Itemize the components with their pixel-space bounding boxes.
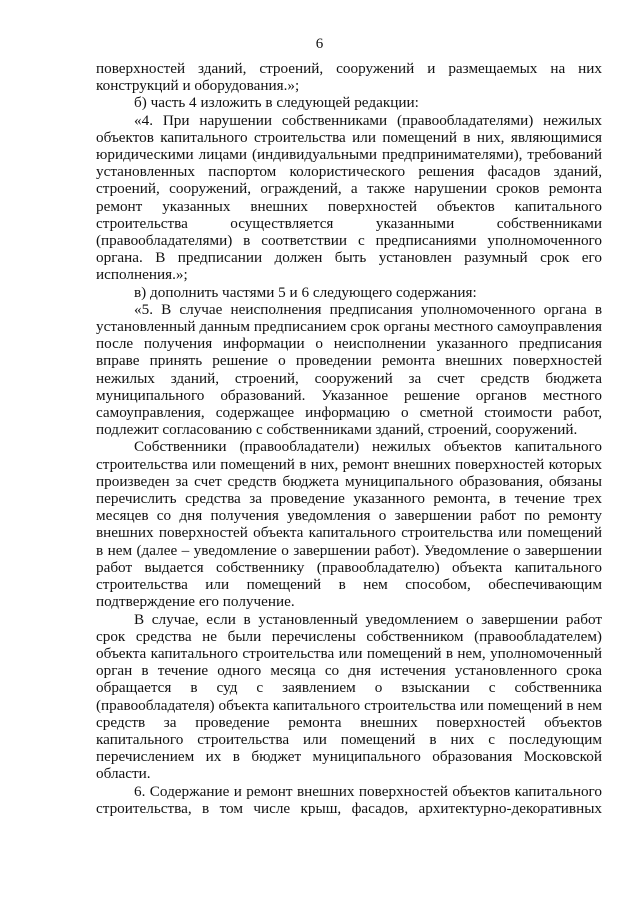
paragraph-part-5: «5. В случае неисполнения предписания уполномоченного органа в установленный данным предписанием срок органы местного самоуправления после получения информации о неисполнении указанного предписания вправе принять решение о проведении ремонта внешних поверхностей нежилых зданий, строений, сооружений за счет средств бюджета муниципального образований. Указанное решение органов местного самоуправления, содержащее информацию о сметной стоимости работ, подлежит согласованию с собственниками зданий, строений, сооружений.	[96, 300, 602, 439]
paragraph-owners: Собственники (правообладатели) нежилых объектов капитального строительства или помещений в них, ремонт внешних поверхностей которых произведен за счет средств бюджета муниципального образования, обязаны перечислить средства за проведение указанного ремонта, в течение трех месяцев со дня получения уведомления о завершении работ по ремонту внешних поверхностей объекта капитального строительства или помещений в нем (далее – уведомление о завершении работ). Уведомление о завершении работ выдается собственнику (правообладателю) объекта капитального строительства или помещений в нем способом, обеспечивающим подтверждение его получение.	[96, 438, 602, 611]
document-body	[96, 60, 602, 817]
paragraph-court: В случае, если в установленный уведомлением о завершении работ срок средства не были перечислены собственником (правообладателем) объекта капитального строительства или помещений в нем, уполномоченный орган в течение одного месяца со дня истечения установленного срока обращается в суд с заявлением о взыскании с собственника (правообладателя) объекта капитального строительства или помещений в нем средств за проведение ремонта внешних поверхностей объектов капитального строительства или помещений в них с последующим перечислением их в бюджет муниципального образования Московской области.	[96, 610, 602, 783]
paragraph-amendment-c: в) дополнить частями 5 и 6 следующего содержания:	[134, 283, 477, 301]
paragraph-part-6: 6. Содержание и ремонт внешних поверхностей объектов капитального строительства, в том числе крыш, фасадов, архитектурно-декоративных	[96, 782, 602, 817]
paragraph-continuation: поверхностей зданий, строений, сооружений и размещаемых на них конструкций и оборудования.»;	[96, 60, 602, 95]
paragraph-part-4: «4. При нарушении собственниками (правообладателями) нежилых объектов капитального строительства или помещений в них, являющимися юридическими лицами (индивидуальными предпринимателями), требований установленных паспортом колористического решения фасадов зданий, строений, сооружений, ограждений, а также нарушении сроков ремонта ремонт указанных внешних поверхностей объектов капитального строительства осуществляется указанными собственниками (правообладателями) в соответствии с предписаниями уполномоченного органа. В предписании должен быть установлен разумный срок его исполнения.»;	[96, 111, 602, 284]
paragraph-amendment-b: б) часть 4 изложить в следующей редакции:	[134, 94, 419, 112]
page-number: 6	[315, 36, 324, 52]
